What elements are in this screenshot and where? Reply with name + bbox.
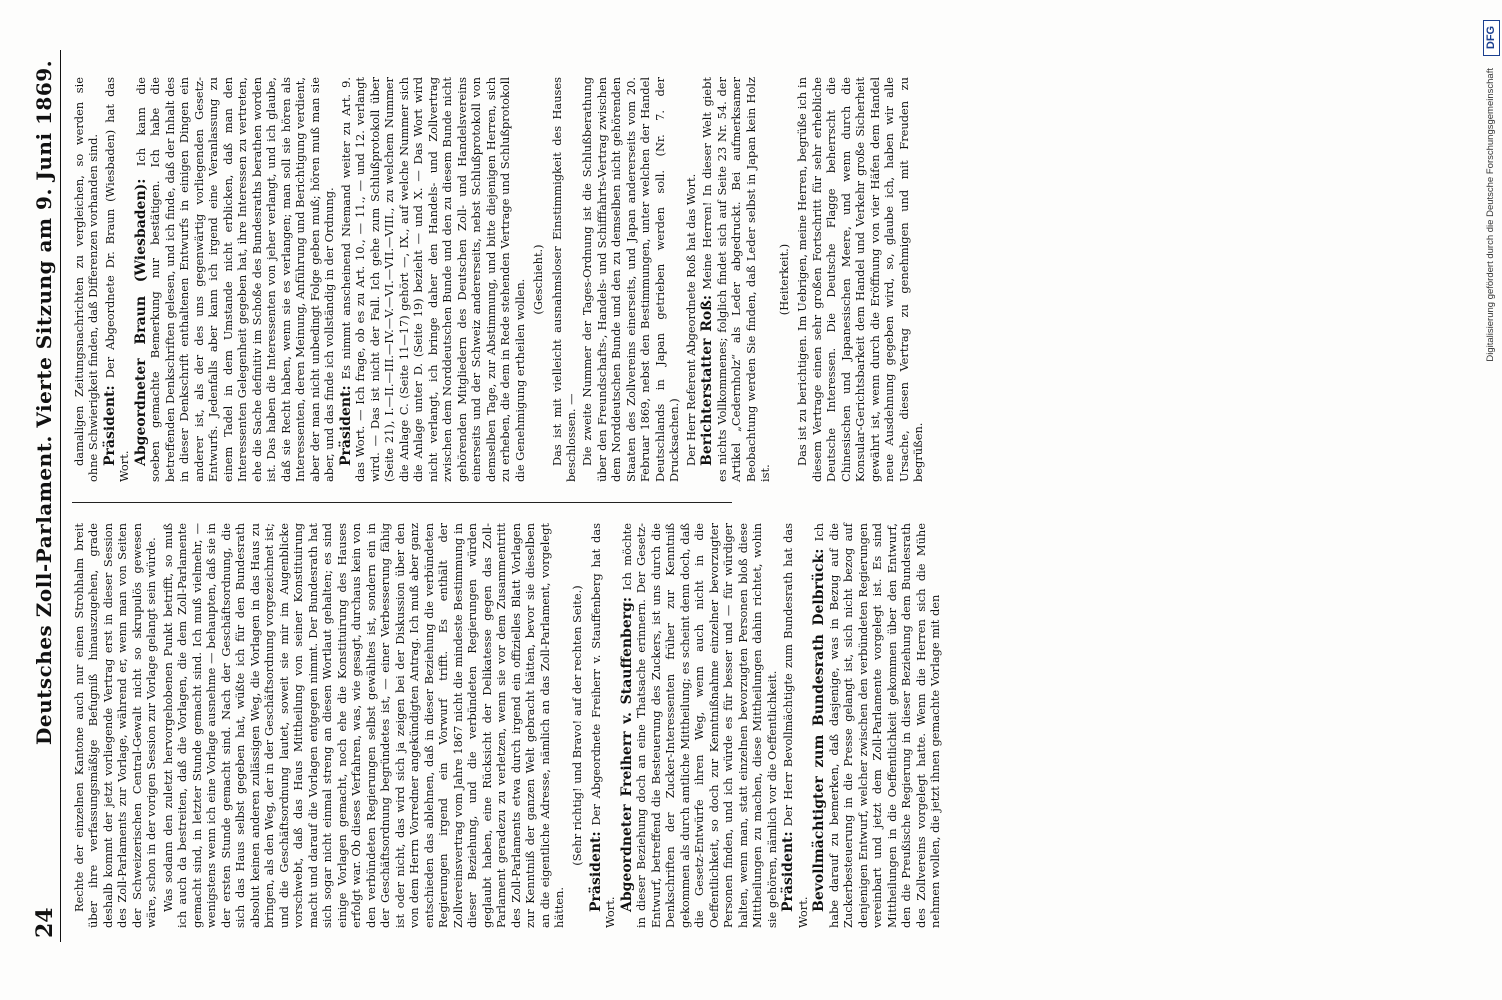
left-speech (781, 523, 810, 928)
dfg-logo (1483, 20, 1500, 56)
left-speech (812, 523, 942, 928)
right-paragraph: Das ist zu berichtigen. Im Uebrigen, meine Herren, begrüße ich in diesem Vertrage einen sehr großen Fortschritt für sehr erhebliche Deutsche Interessen. Die Deutsche Flagge beherrscht die Chinesischen und Japanesischen Meere, und wenn durch die Konsular-Gerichtsbarkeit dem Handel und Verkehr große Sicherheit gewährt ist, wenn durch die Eröffnung von vier Häfen dem Handel neue Ausdehnung gegeben wird, so, glaube ich, haben wir alle Ursache, diesen Vertrag zu genehmigen und mit Freuden zu begrüßen. (795, 77, 926, 482)
left-speech (589, 523, 618, 928)
speaker-name: Präsident: (587, 831, 604, 912)
left-speech (620, 523, 779, 928)
speech-text: Ich möchte in dieser Beziehung doch an eine Thatsache erinnern. Der Gesetz-Entwurf, betreffend die Besteuerung des Zuckers, ist uns durch die Denkschriften der Zucker-Interessenten früher zur Kenntniß gekommen als durch amtliche Mittheilung; es scheint denn doch, daß die Gesetz-Entwürfe ihren Weg, wenn auch nicht in die Oeffentlichkeit, so doch zur Kenntnißnahme einzelner bevorzugter Personen finden, und ich würde es für besser und — für würdiger halten, wenn man, statt einzelnen bevorzugten Personen bloß diese Mittheilungen zu machen, diese Mittheilungen dahin richtet, wohin sie gehören, nämlich vor die Oeffentlichkeit. (619, 523, 779, 928)
header-rule (60, 50, 61, 942)
right-paragraph: Die zweite Nummer der Tages-Ordnung ist die Schlußberathung über den Freundschafts-, Handels- und Schifffahrts-Vertrag zwischen dem Norddeutschen Bunde und den zu demselben nicht gehörenden Staaten des Zollvereins einerseits, und Japan andererseits vom 20. Februar 1869, nebst den Bestimmungen, unter welchen der Handel Deutschlands in Japan getrieben werden soll. (Nr. 7. der Drucksachen.) (580, 77, 682, 482)
right-speech (103, 77, 132, 482)
speech-text: Der Herr Bevollmächtigte zum Bundesrath hat das Wort. (781, 523, 810, 928)
left-column (72, 523, 945, 928)
right-paragraph: Der Herr Referent Abgeordnete Roß hat das Wort. (683, 173, 698, 466)
speech-text: Der Abgeordnete Dr. Braun (Wiesbaden) hat das Wort. (102, 77, 132, 482)
speaker-name: Berichterstatter Roß: (699, 294, 716, 466)
right-speech (700, 77, 772, 482)
speech-text: Es nimmt anscheinend Niemand weiter zu Art. 9. das Wort. — Ich frage, ob es zu Art. 10., — 11., — und 12. verlangt wird. — Das ist nicht der Fall. Ich gehe zum Schlußprotokoll über (Seite 21), I.—II.—III.—IV.—V.—VI.—VII.—VIII., zu welchem Nummer die Anlage C. (Seite 11—17) gehört —, IX., auf welche Nummer sich die Anlage unter D. (Seite 19) bezieht — und X. — Das Wort wird nicht verlangt, ich bringe daher den Handels- und Zollvertrag zwischen dem Norddeutschen Bunde und den zu diesem Bunde nicht gehörenden Mitgliedern des Deutschen Zoll- und Handelsvereins einerseits und der Schweiz andererseits, nebst Schlußprotokoll von demselben Tage, zur Abstimmung, und bitte diejenigen Herren, sich zu erheben, die dem in Rede stehenden Vertrage und Schlußprotokoll die Genehmigung ertheilen wollen. (338, 76, 527, 482)
column-divider (72, 502, 732, 503)
page-header-title: Deutsches Zoll-Parlament. Vierte Sitzung am 9. Juni 1869. (32, 59, 56, 745)
left-remark: (Sehr richtig! und Bravo! auf der rechten Seite.) (570, 585, 585, 866)
digitization-credit: Digitalisierung gefördert durch die Deutsche Forschungsgemeinschaft (1485, 68, 1496, 362)
right-remark: (Geschieht.) (531, 244, 546, 315)
speaker-name: Präsident: (101, 385, 118, 466)
left-paragraph: Rechte der einzelnen Kantone auch nur einen Strohhalm breit über ihre verfassungsmäßige Befugniß hinauszugehen, grade deshalb kommt der jetzt vorliegende Vertrag erst in dieser Session des Zoll-Parlaments zur Vorlage, während er, wenn man von Seiten der Schweizerischen Central-Gewalt nicht so skrupulös gewesen wäre, schon in der vorigen Session zur Vorlage gelangt sein würde. (72, 523, 159, 928)
right-paragraph: Das ist mit vielleicht ausnahmsloser Einstimmigkeit des Hauses beschlossen. — (549, 77, 578, 482)
speech-text: Meine Herren! In dieser Welt giebt es nichts Vollkommenes; folglich findet sich auf Seite 23 Nr. 54. der Artikel „Cedernholz“ als Leder abgedruckt. Bei aufmerksamer Beobachtung werden Sie finden, daß Leder selbst in Japan kein Holz ist. (700, 77, 773, 482)
speaker-name: Abgeordneter Freiherr v. Stauffenberg: (618, 596, 635, 912)
speech-text: Ich habe darauf zu bemerken, daß dasjenige, was in Bezug auf die Zuckerbesteuerung in die Presse gelangt ist, sich nicht bezog auf denjenigen Entwurf, welcher zwischen den verbündeten Regierungen vereinbart und jetzt dem Zoll-Parlamente vorgelegt ist. Es sind Mittheilungen in die Oeffentlichkeit gekommen über den Entwurf, den die Preußische Regierung in dieser Beziehung dem Bundesrath des Zollvereins vorgelegt hatte. Wenn die Herren sich die Mühe nehmen wollen, die jetzt ihnen gemachte Vorlage mit den (812, 523, 943, 928)
speaker-name: Präsident: (337, 385, 354, 466)
right-speech (134, 77, 337, 482)
speaker-name: Abgeordneter Braun (Wiesbaden): (132, 178, 149, 466)
right-remark: (Heiterkeit.) (776, 243, 791, 316)
left-paragraph: Was sodann den zuletzt hervorgehobenen Punkt betrifft, so muß ich auch da bestreiten, daß die Vorlagen, die dem Zoll-Parlamente gemacht sind, in letzter Stunde gemacht sind. Ich muß vielmehr, — wenigstens wenn ich eine Vorlage ausnehme — behaupten, daß sie in der ersten Stunde gemacht sind. Nach der Geschäftsordnung, die sich das Haus selbst gegeben hat, wüßte ich für den Bundesrath absolut keinen anderen zulässigen Weg, die Vorlagen in das Haus zu bringen, als den Weg, der in der Geschäftsordnung vorgezeichnet ist; und die Geschäftsordnung lautet, soweit sie mir im Augenblicke vorschwebt, daß das Haus Mittheilung von seiner Konstituirung macht und darauf die Vorlagen entgegen nimmt. Der Bundesrath hat sich sogar nicht einmal streng an diesen Wortlaut gehalten; es sind einige Vorlagen gemacht, noch ehe die Konstituirung des Hauses erfolgt war. Ob dieses Verfahren, was, wie gesagt, durchaus kein von den verbündeten Regierungen selbst gewähltes ist, sondern ein in der Geschäftsordnung begründetes ist, — einer Verbesserung fähig ist oder nicht, das wird sich ja zeigen bei der Diskussion über den von dem Herrn Vorredner angekündigten Antrag. Ich muß aber ganz entschieden das ablehnen, daß in dieser Beziehung die verbündeten Regierungen irgend ein Vorwurf trifft. Es enthält der Zollvereinsvertrag vom Jahre 1867 nicht die mindeste Bestimmung in dieser Beziehung, und die verbündeten Regierungen würden geglaubt haben, eine Rücksicht der Delikatesse gegen das Zoll-Parlament geradezu zu verletzen, wenn sie vor dem Zusammentritt des Zoll-Parlaments etwa durch irgend ein offizielles Blatt Vorlagen zur Kenntniß der ganzen Welt gebracht hätten, bevor sie dieselben an die eigentliche Adresse, nämlich an das Zoll-Parlament, vorgelegt hätten. (160, 523, 566, 928)
right-column (72, 77, 928, 482)
speech-text: Ich kann die soeben gemachte Bemerkung nur bestätigen. Ich habe die betreffenden Denkschriften gelesen, und ich finde, daß der Inhalt des in dieser Denkschrift enthaltenen Entwurfs in einigen Dingen ein anderer ist, als der des uns gegenwärtig vorliegenden Gesetz-Entwurfs. Jedenfalls aber kann ich irgend eine Veranlassung zu einem Tadel in dem Umstande nicht erblicken, daß man den Interessenten Gelegenheit gegeben hat, ihre Interessen zu vertreten, ehe die Sache definitiv im Schoße des Bundesraths berathen worden ist. Das haben die Interessenten von jeher verlangt, und ich glaube, daß sie Recht haben, wenn sie es verlangen; man soll sie hören als Interessenten, deren Meinung, Anführung und Berichtigung verdient, aber der man nicht unbedingt Folge geben muß; hören muß man sie aber, und das finde ich vollständig in der Ordnung. (133, 77, 337, 482)
speaker-name: Präsident: (780, 831, 797, 912)
right-speech (339, 77, 527, 482)
speaker-name: Bevollmächtigter zum Bundesrath Delbrück: (811, 548, 828, 912)
page-number: 24 (32, 907, 58, 938)
right-paragraph: damaligen Zeitungsnachrichten zu vergleichen, so werden sie ohne Schwierigkeit finden, daß Differenzen vorhanden sind. (72, 77, 101, 482)
speech-text: Der Abgeordnete Freiherr v. Stauffenberg hat das Wort. (588, 523, 618, 928)
dfg-logo-text: DFG (1485, 25, 1497, 50)
